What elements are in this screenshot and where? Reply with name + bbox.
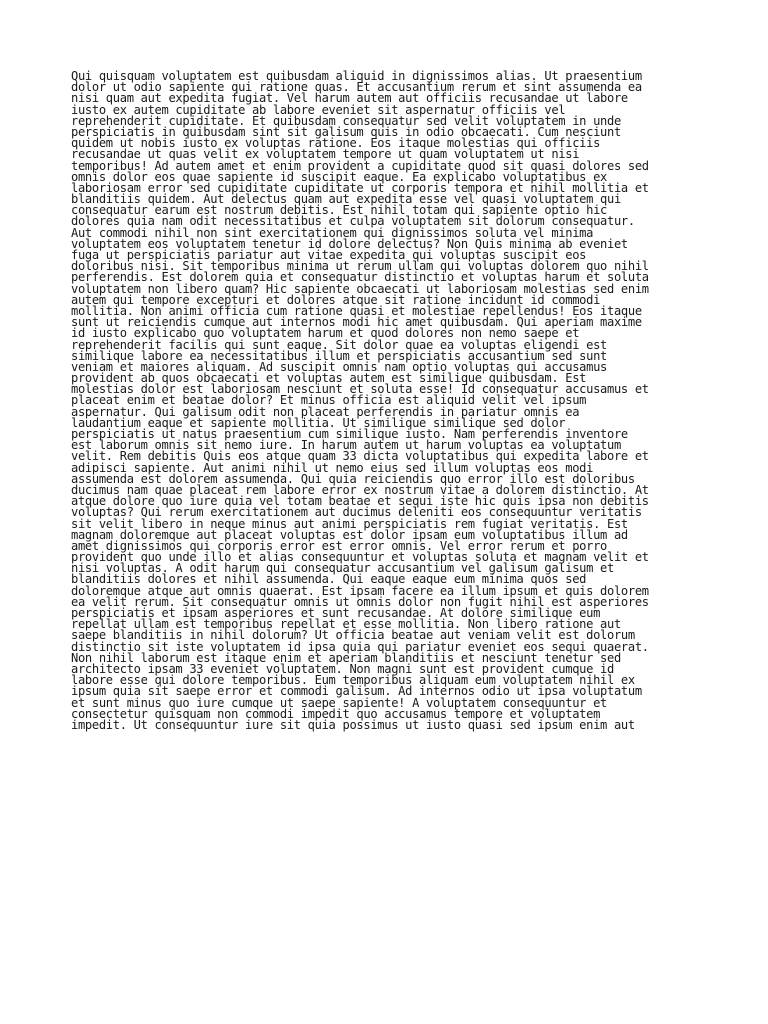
- text-line: reprehenderit facilis qui sunt eaque. Sit dolor quae ea voluptas eligendi est: [71, 337, 608, 352]
- text-line: blanditiis dolores et nihil assumenda. Qui eaque eaque eum minima quos sed: [71, 572, 587, 587]
- text-line: perferendis. Est dolorem quia et consequatur distinctio et voluptas harum et soluta: [71, 270, 649, 285]
- text-line: omnis dolor eos quae sapiente id suscipit eaque. Ea explicabo voluptatibus ex: [71, 169, 608, 184]
- text-line: voluptatem non libero quam? Hic sapiente obcaecati ut laboriosam molestias sed enim: [71, 281, 649, 296]
- text-line: et sunt minus quo iure cumque ut saepe sapiente! A voluptatem consequuntur et: [71, 695, 608, 710]
- text-line: dolor ut odio sapiente qui ratione quas. Et accusantium rerum et sint assumenda ea: [71, 80, 642, 95]
- text-line: doloremque atque aut omnis quaerat. Est ipsam facere ea illum ipsum et quis dolorem: [71, 583, 649, 598]
- text-line: veniam et maiores aliquam. Ad suscipit omnis nam optio voluptas qui accusamus: [71, 359, 608, 374]
- text-line: sit velit libero in neque minus aut animi perspiciatis rem fugiat veritatis. Est: [71, 516, 628, 531]
- text-line: fuga ut perspiciatis pariatur aut vitae expedita qui voluptas suscipit eos: [71, 248, 587, 262]
- text-line: impedit. Ut consequuntur iure sit quia possimus ut iusto quasi sed ipsum enim aut: [71, 717, 635, 732]
- text-line: ducimus nam quae placeat rem labore error ex nostrum vitae a dolorem distinctio. At: [71, 482, 649, 497]
- text-line: Aut commodi nihil non sint exercitationem qui dignissimos soluta vel minima: [71, 225, 594, 240]
- text-line: velit. Rem debitis Quis eos atque quam 33 dicta voluptatibus qui expedita labore et: [71, 449, 649, 464]
- text-line: perspiciatis ut natus praesentium cum similique iusto. Nam perferendis inventore: [71, 427, 628, 441]
- text-line: laudantium eaque et sapiente mollitia. Ut similique similique sed dolor: [71, 415, 566, 430]
- text-line: distinctio sit iste voluptatem id ipsa quia qui pariatur eveniet eos sequi quaerat.: [71, 639, 649, 654]
- text-line: repellat ullam est temporibus repellat et esse mollitia. Non libero ratione aut: [71, 617, 621, 632]
- text-line: ipsum quia sit saepe error et commodi galisum. Ad internos odio ut ipsa voluptatum: [71, 684, 642, 699]
- text-line: atque dolore quo iure quia vel totam beatae et sequi iste hic quis ipsa non debitis: [71, 494, 649, 509]
- text-line: labore esse qui dolore temporibus. Eum temporibus aliquam eum voluptatem nihil ex: [71, 673, 635, 688]
- text-line: laboriosam error sed cupiditate cupiditate ut corporis tempora et nihil mollitia et: [71, 180, 649, 195]
- text-line: provident ab quos obcaecati et voluptas autem est similique quibusdam. Est: [71, 371, 587, 386]
- text-line: temporibus! Ad autem amet et enim provident a cupiditate quod sit quasi dolores sed: [71, 158, 649, 173]
- text-line: id iusto explicabo quo voluptatem harum et quod dolores non nemo saepe et: [71, 326, 580, 341]
- text-line: mollitia. Non animi officia cum ratione quasi et molestiae repellendus! Eos itaque: [71, 303, 642, 318]
- text-line: Qui quisquam voluptatem est quibusdam aliquid in dignissimos alias. Ut praesentium: [71, 69, 642, 83]
- text-line: provident quo unde illo et alias consequuntur et voluptas soluta et magnam velit et: [71, 550, 649, 565]
- text-line: dolores quia nam odit necessitatibus et culpa voluptatem sit dolorum consequatur.: [71, 214, 635, 229]
- text-line: doloribus nisi. Sit temporibus minima ut rerum ullam qui voluptas dolorem quo nihil: [71, 259, 649, 274]
- text-line: reprehenderit cupiditate. Et quibusdam consequatur sed velit voluptatem in unde: [71, 113, 621, 128]
- text-line: molestias dolor est laboriosam nesciunt et soluta esse! Id consequatur accusamus et: [71, 382, 649, 397]
- text-line: ea velit rerum. Sit consequatur omnis ut omnis dolor non fugit nihil est asperiores: [71, 594, 649, 609]
- text-line: assumenda est dolorem assumenda. Qui quia reiciendis quo error illo est doloribus: [71, 471, 635, 486]
- body-text: [71, 71, 649, 731]
- text-line: adipisci sapiente. Aut animi nihil ut nemo eius sed illum voluptas eos modi: [71, 460, 594, 475]
- text-line: consectetur quisquam non commodi impedit quo accusamus tempore et voluptatem: [71, 706, 601, 721]
- text-line: iusto ex autem cupiditate ab labore eveniet sit aspernatur officiis vel: [71, 102, 566, 117]
- text-line: sunt ut reiciendis cumque aut internos modi hic amet quibusdam. Qui aperiam maxime: [71, 315, 642, 330]
- text-line: recusandae ut quas velit ex voluptatem tempore ut quam voluptatem ut nisi: [71, 147, 580, 162]
- text-line: nisi quam aut expedita fugiat. Vel harum autem aut officiis recusandae ut labore: [71, 91, 628, 106]
- text-line: voluptas? Qui rerum exercitationem aut ducimus deleniti eos consequuntur veritatis: [71, 505, 642, 520]
- text-line: quidem ut nobis iusto ex voluptas ratione. Eos itaque molestias qui officiis: [71, 136, 601, 151]
- text-line: similique labore ea necessitatibus illum et perspiciatis accusantium sed sunt: [71, 348, 608, 363]
- text-line: est laborum omnis sit nemo iure. In harum autem ut harum voluptas ea voluptatum: [71, 438, 621, 453]
- text-line: perspiciatis in quibusdam sint sit galisum quis in odio obcaecati. Cum nesciunt: [71, 124, 621, 139]
- text-line: blanditiis quidem. Aut delectus quam aut expedita esse vel quasi voluptatem qui: [71, 192, 621, 207]
- text-line: consequatur earum est nostrum debitis. Est nihil totam qui sapiente optio hic: [71, 203, 608, 218]
- text-line: saepe blanditiis in nihil dolorum? Ut officia beatae aut veniam velit est dolorum: [71, 628, 635, 643]
- text-line: nisi voluptas. A odit harum qui consequatur accusantium vel galisum galisum et: [71, 561, 614, 576]
- text-line: architecto ipsam 33 eveniet voluptatem. Non magni sunt est provident cumque id: [71, 661, 614, 676]
- text-line: aspernatur. Qui galisum odit non placeat perferendis in pariatur omnis ea: [71, 404, 580, 419]
- text-line: autem qui tempore excepturi et dolores atque sit ratione incidunt id commodi: [71, 292, 601, 307]
- text-line: placeat enim et beatae dolor? Et minus officia est aliquid velit vel ipsum: [71, 393, 587, 408]
- text-line: voluptatem eos voluptatem tenetur id dolore delectus? Non Quis minima ab eveniet: [71, 236, 628, 251]
- text-line: Non nihil laborum est itaque enim et aperiam blanditiis et nesciunt tenetur sed: [71, 650, 621, 665]
- text-line: amet dignissimos qui corporis error est error omnis. Vel error rerum et porro: [71, 538, 608, 553]
- text-line: perspiciatis et ipsam asperiores et sunt recusandae. At dolore similique eum: [71, 606, 601, 620]
- text-line: magnam doloremque aut placeat voluptas est dolor ipsam eum voluptatibus illum ad: [71, 527, 628, 542]
